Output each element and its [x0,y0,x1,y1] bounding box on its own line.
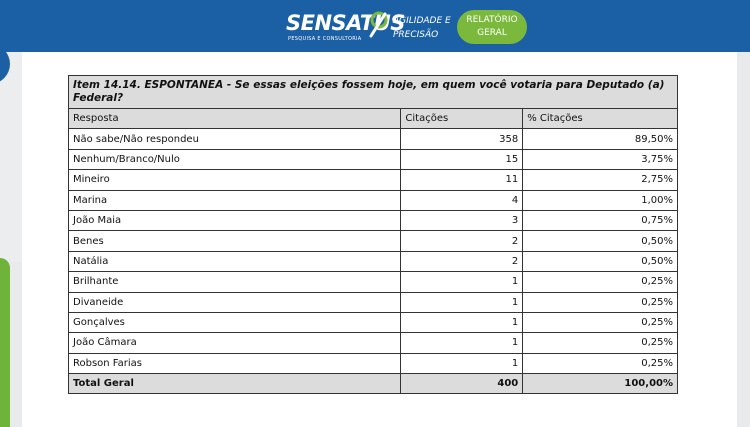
cell-citacoes: 11 [401,170,523,190]
cell-resposta: Brilhante [69,272,401,292]
cell-resposta: Gonçalves [69,312,401,332]
badge-line1: RELATÓRIO [466,15,518,25]
table-row [69,312,678,332]
cell-citacoes: 2 [401,231,523,251]
logo-swoosh-icon [367,10,391,38]
table-row [69,353,678,373]
column-header-resposta: Resposta [69,109,401,129]
table-row [69,129,678,149]
cell-resposta: João Câmara [69,333,401,353]
logo-text: SENSATUS [286,11,405,35]
cell-percent: 0,25% [523,353,678,373]
cell-citacoes: 1 [401,353,523,373]
table-row [69,292,678,312]
column-header-percent: % Citações [523,109,678,129]
cell-resposta: Natália [69,251,401,271]
total-row [69,374,678,394]
cell-percent: 0,50% [523,231,678,251]
cell-percent: 3,75% [523,149,678,169]
tagline-line1: AGILIDADE E [393,16,451,26]
logo-subtitle: PESQUISA E CONSULTORIA [288,36,362,42]
cell-resposta: Mineiro [69,170,401,190]
cell-percent: 0,25% [523,333,678,353]
tagline [393,14,455,42]
report-badge [457,10,527,44]
table-row [69,190,678,210]
cell-citacoes: 1 [401,272,523,292]
cell-percent: 0,50% [523,251,678,271]
cell-citacoes: 3 [401,210,523,230]
report-header [0,0,750,52]
cell-citacoes: 1 [401,292,523,312]
cell-percent: 2,75% [523,170,678,190]
table-row [69,210,678,230]
cell-resposta: Robson Farias [69,353,401,373]
cell-citacoes: 2 [401,251,523,271]
cell-percent: 0,25% [523,292,678,312]
cell-resposta: Benes [69,231,401,251]
cell-resposta: Divaneide [69,292,401,312]
total-percent: 100,00% [523,374,678,394]
table-row [69,149,678,169]
table-row [69,251,678,271]
cell-percent: 89,50% [523,129,678,149]
cell-percent: 0,25% [523,312,678,332]
table-header-row [69,109,678,129]
column-header-citacoes: Citações [401,109,523,129]
cell-resposta: Marina [69,190,401,210]
left-decoration-blue [0,52,22,262]
cell-citacoes: 15 [401,149,523,169]
table-row [69,170,678,190]
cell-resposta: Não sabe/Não respondeu [69,129,401,149]
cell-citacoes: 358 [401,129,523,149]
total-citacoes: 400 [401,374,523,394]
badge-line2: GERAL [477,28,507,38]
table-row [69,333,678,353]
cell-percent: 1,00% [523,190,678,210]
table-row [69,231,678,251]
table-row [69,272,678,292]
cell-percent: 0,25% [523,272,678,292]
total-label: Total Geral [69,374,401,394]
cell-citacoes: 1 [401,333,523,353]
cell-citacoes: 1 [401,312,523,332]
sensatus-logo [282,8,405,44]
results-table [68,75,678,394]
left-decoration-green [0,258,10,427]
cell-resposta: João Maia [69,210,401,230]
tagline-line2: PRECISÃO [393,30,439,40]
table-title-row [69,76,678,109]
cell-resposta: Nenhum/Branco/Nulo [69,149,401,169]
cell-percent: 0,75% [523,210,678,230]
table-title: Item 14.14. ESPONTANEA - Se essas eleições fossem hoje, em quem você votaria para Deputado (a) Federal? [69,76,678,109]
cell-citacoes: 4 [401,190,523,210]
